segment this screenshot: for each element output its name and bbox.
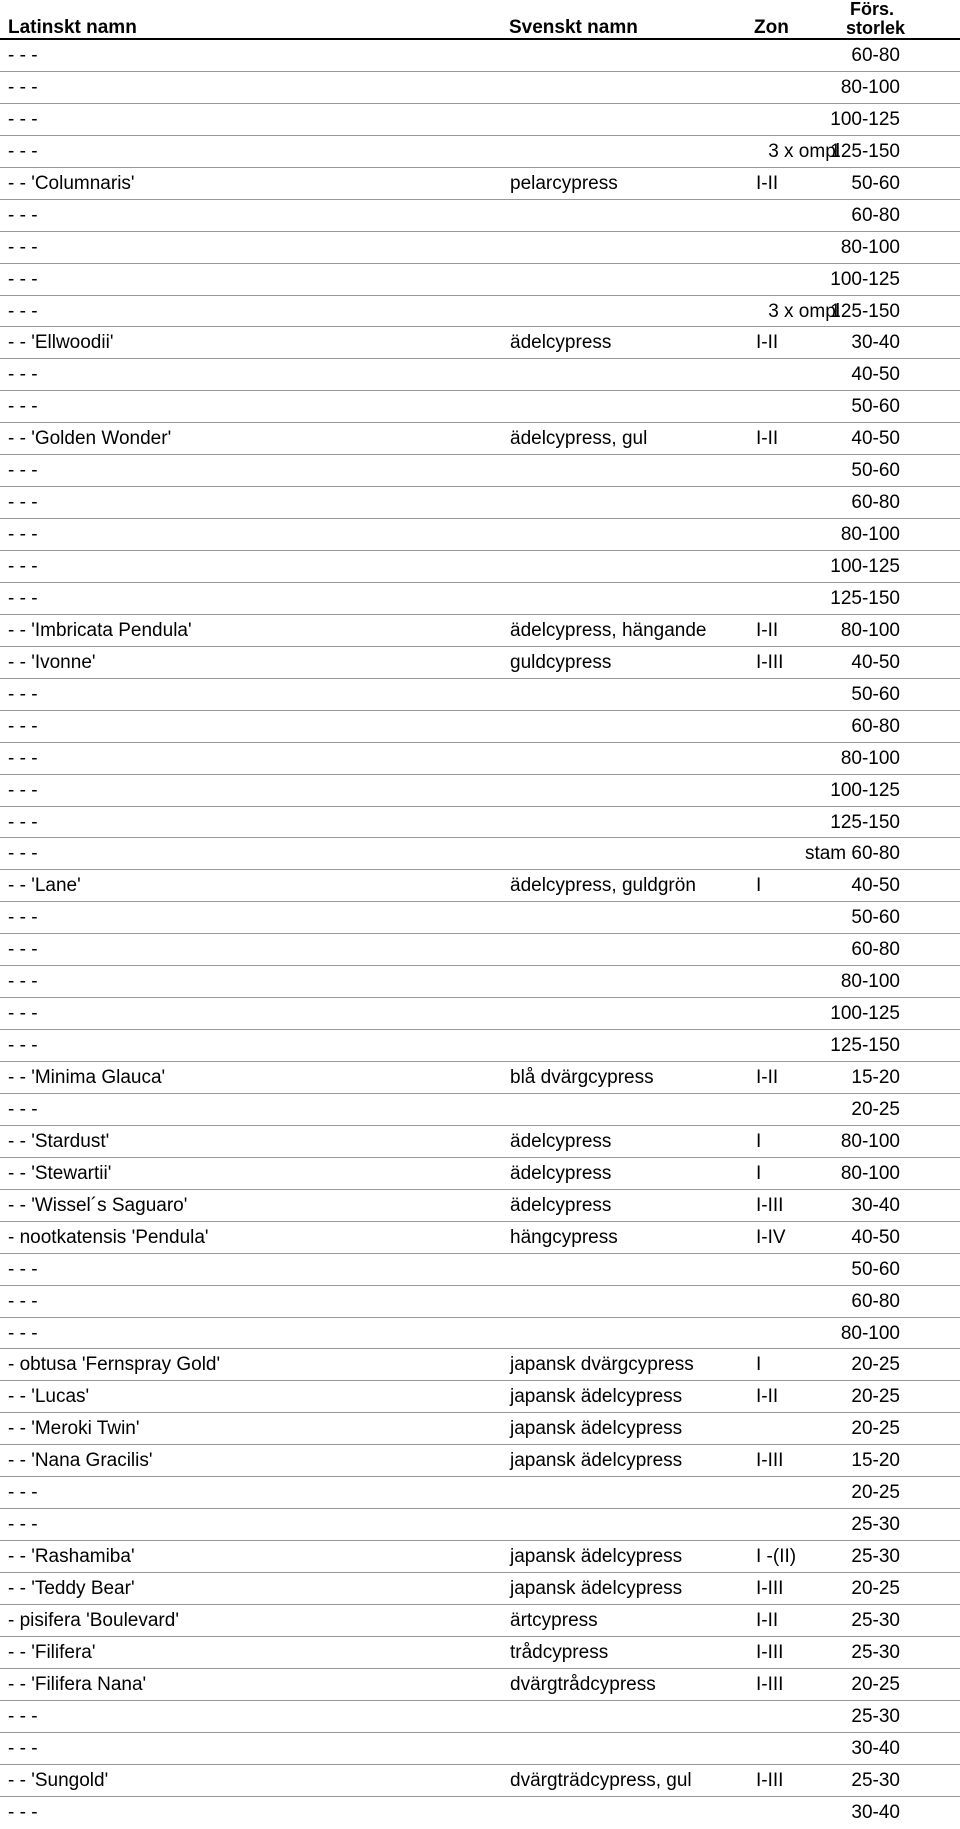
size-cell: 40-50 <box>851 651 900 673</box>
latin-name-cell: - - 'Imbricata Pendula' <box>8 619 192 641</box>
latin-name-cell: - - - <box>8 556 38 577</box>
latin-name-cell: - pisifera 'Boulevard' <box>8 1609 179 1631</box>
table-row <box>0 327 960 359</box>
table-row <box>0 423 960 455</box>
size-cell: 60-80 <box>851 715 900 737</box>
size-cell: 20-25 <box>851 1482 900 1504</box>
latin-name-cell: - - - <box>8 364 38 386</box>
table-row <box>0 1733 960 1765</box>
table-row <box>0 519 960 551</box>
size-cell: 20-25 <box>851 1386 900 1408</box>
table-row <box>0 1126 960 1158</box>
table-row <box>0 487 960 519</box>
swedish-name-cell: trådcypress <box>510 1641 609 1663</box>
size-cell: 50-60 <box>851 396 900 418</box>
size-cell: 100-125 <box>830 556 900 577</box>
zone-cell: I-III <box>756 1641 784 1663</box>
latin-name-cell: - - - <box>8 971 38 993</box>
table-row <box>0 1413 960 1445</box>
swedish-name-cell: ädelcypress <box>510 1194 612 1216</box>
swedish-name-cell: pelarcypress <box>510 172 618 194</box>
size-cell: 25-30 <box>851 1514 900 1536</box>
size-cell: 30-40 <box>851 332 900 354</box>
table-row <box>0 200 960 232</box>
latin-name-cell: - - - <box>8 907 38 929</box>
table-row <box>0 1222 960 1254</box>
latin-name-cell: - - - <box>8 524 38 546</box>
note-cell: 3 x ompl <box>768 300 840 322</box>
table-row <box>0 1062 960 1094</box>
latin-name-cell: - - 'Stewartii' <box>8 1162 112 1184</box>
table-row <box>0 615 960 647</box>
latin-name-cell: - - - <box>8 45 38 66</box>
latin-name-cell: - - 'Golden Wonder' <box>8 428 172 450</box>
latin-name-cell: - - - <box>8 1737 38 1759</box>
latin-name-cell: - - - <box>8 396 38 418</box>
zone-cell: I-II <box>756 1609 779 1631</box>
latin-name-cell: - - 'Lane' <box>8 875 81 897</box>
table-row <box>0 870 960 902</box>
size-cell: 80-100 <box>840 1162 900 1184</box>
latin-name-cell: - - - <box>8 1482 38 1504</box>
size-cell: 80-100 <box>840 747 900 769</box>
header-latin-name: Latinskt namn <box>8 17 137 38</box>
size-cell: 50-60 <box>851 460 900 482</box>
table-row <box>0 966 960 998</box>
table-row <box>0 998 960 1030</box>
latin-name-cell: - - - <box>8 204 38 226</box>
latin-name-cell: - - - <box>8 587 38 609</box>
zone-cell: I-III <box>756 1578 784 1599</box>
size-cell: 20-25 <box>851 1418 900 1440</box>
size-cell: 20-25 <box>851 1578 900 1599</box>
latin-name-cell: - - - <box>8 1003 38 1025</box>
size-cell: 60-80 <box>851 492 900 514</box>
swedish-name-cell: japansk ädelcypress <box>510 1578 683 1599</box>
table-row <box>0 168 960 200</box>
latin-name-cell: - - 'Lucas' <box>8 1386 90 1408</box>
table-row <box>0 1190 960 1222</box>
table-row <box>0 583 960 615</box>
size-cell: 100-125 <box>830 108 900 130</box>
zone-cell: I-III <box>756 1194 784 1216</box>
table-row <box>0 807 960 839</box>
table-row <box>0 711 960 743</box>
latin-name-cell: - - 'Meroki Twin' <box>8 1418 140 1440</box>
size-cell: 25-30 <box>851 1705 900 1727</box>
table-row <box>0 1094 960 1126</box>
zone-cell: I-III <box>756 1769 784 1791</box>
table-row <box>0 1318 960 1350</box>
zone-cell: I-II <box>756 172 779 194</box>
swedish-name-cell: hängcypress <box>510 1226 618 1248</box>
swedish-name-cell: blå dvärgcypress <box>510 1067 654 1088</box>
size-cell: 20-25 <box>851 1673 900 1695</box>
zone-cell: I -(II) <box>756 1546 797 1568</box>
size-cell: 50-60 <box>851 683 900 705</box>
latin-name-cell: - - - <box>8 715 38 737</box>
size-cell: 30-40 <box>851 1194 900 1216</box>
header-size-line1: Förs. <box>849 0 894 19</box>
latin-name-cell: - obtusa 'Fernspray Gold' <box>8 1354 221 1376</box>
size-cell: 40-50 <box>851 428 900 450</box>
size-cell: 15-20 <box>851 1450 900 1472</box>
table-row <box>0 296 960 328</box>
latin-name-cell: - - - <box>8 811 38 833</box>
swedish-name-cell: ärtcypress <box>510 1609 598 1631</box>
latin-name-cell: - - 'Ivonne' <box>8 651 96 673</box>
swedish-name-cell: dvärgtrådcypress <box>510 1673 656 1695</box>
table-row <box>0 934 960 966</box>
table-row <box>0 104 960 136</box>
size-cell: 100-125 <box>830 779 900 801</box>
latin-name-cell: - - - <box>8 76 38 98</box>
latin-name-cell: - - - <box>8 779 38 801</box>
table-row <box>0 1669 960 1701</box>
latin-name-cell: - - 'Stardust' <box>8 1130 110 1152</box>
size-cell: 60-80 <box>851 204 900 226</box>
size-cell: 80-100 <box>840 971 900 993</box>
table-row <box>0 40 960 72</box>
table-row <box>0 1381 960 1413</box>
table-row <box>0 1445 960 1477</box>
swedish-name-cell: guldcypress <box>510 651 612 673</box>
table-row <box>0 1509 960 1541</box>
zone-cell: I-II <box>756 1067 779 1088</box>
table-row <box>0 1797 960 1829</box>
size-cell: 125-150 <box>830 587 900 609</box>
table-row <box>0 679 960 711</box>
swedish-name-cell: japansk ädelcypress <box>510 1418 683 1440</box>
size-cell: 125-150 <box>830 1035 900 1057</box>
table-row <box>0 136 960 168</box>
latin-name-cell: - - 'Sungold' <box>8 1769 109 1791</box>
size-cell: 80-100 <box>840 619 900 641</box>
zone-cell: I <box>756 1162 762 1184</box>
table-row <box>0 359 960 391</box>
latin-name-cell: - - - <box>8 1801 38 1823</box>
table-row <box>0 1765 960 1797</box>
table-row <box>0 902 960 934</box>
latin-name-cell: - - 'Teddy Bear' <box>8 1578 135 1599</box>
table-row <box>0 838 960 870</box>
zone-cell: I-III <box>756 1450 784 1472</box>
size-cell: 80-100 <box>840 1130 900 1152</box>
size-cell: 40-50 <box>851 1226 900 1248</box>
table-row <box>0 1349 960 1381</box>
size-cell: 60-80 <box>851 1290 900 1312</box>
size-cell: 125-150 <box>830 300 900 322</box>
latin-name-cell: - - - <box>8 1705 38 1727</box>
latin-name-cell: - - - <box>8 1098 38 1120</box>
swedish-name-cell: ädelcypress <box>510 332 612 354</box>
swedish-name-cell: ädelcypress, hängande <box>510 619 707 641</box>
zone-cell: I-II <box>756 428 779 450</box>
latin-name-cell: - - 'Nana Gracilis' <box>8 1450 153 1472</box>
table-row <box>0 1573 960 1605</box>
header-swedish-name: Svenskt namn <box>509 17 638 38</box>
size-cell: 100-125 <box>830 268 900 290</box>
size-cell: 80-100 <box>840 236 900 258</box>
latin-name-cell: - - - <box>8 843 38 865</box>
swedish-name-cell: japansk ädelcypress <box>510 1450 683 1472</box>
table-row <box>0 551 960 583</box>
latin-name-cell: - - 'Minima Glauca' <box>8 1067 166 1088</box>
latin-name-cell: - - - <box>8 1514 38 1536</box>
latin-name-cell: - - 'Ellwoodii' <box>8 332 114 354</box>
table-row <box>0 1637 960 1669</box>
table-row <box>0 1158 960 1190</box>
size-cell: stam 60-80 <box>804 843 900 865</box>
table-header <box>0 0 960 40</box>
table-row <box>0 1254 960 1286</box>
size-cell: 20-25 <box>851 1354 900 1376</box>
swedish-name-cell: japansk ädelcypress <box>510 1386 683 1408</box>
latin-name-cell: - - - <box>8 683 38 705</box>
latin-name-cell: - - - <box>8 747 38 769</box>
table-row <box>0 1605 960 1637</box>
size-cell: 80-100 <box>840 1322 900 1344</box>
table-row <box>0 72 960 104</box>
header-size <box>846 0 906 38</box>
zone-cell: I-III <box>756 651 784 673</box>
latin-name-cell: - - 'Filifera Nana' <box>8 1673 147 1695</box>
size-cell: 50-60 <box>851 1258 900 1280</box>
size-cell: 60-80 <box>851 939 900 961</box>
latin-name-cell: - - 'Wissel´s Saguaro' <box>8 1194 188 1216</box>
latin-name-cell: - - - <box>8 1035 38 1057</box>
table-row <box>0 647 960 679</box>
size-cell: 20-25 <box>851 1098 900 1120</box>
latin-name-cell: - - 'Columnaris' <box>8 172 135 194</box>
table-row <box>0 264 960 296</box>
header-zone: Zon <box>754 17 789 38</box>
table-row <box>0 1477 960 1509</box>
size-cell: 40-50 <box>851 875 900 897</box>
table-row <box>0 775 960 807</box>
zone-cell: I-II <box>756 619 779 641</box>
table-row <box>0 455 960 487</box>
size-cell: 50-60 <box>851 907 900 929</box>
latin-name-cell: - - - <box>8 1290 38 1312</box>
latin-name-cell: - - - <box>8 939 38 961</box>
size-cell: 25-30 <box>851 1546 900 1568</box>
latin-name-cell: - nootkatensis 'Pendula' <box>8 1226 209 1248</box>
zone-cell: I-IV <box>756 1226 786 1248</box>
table-row <box>0 232 960 264</box>
size-cell: 15-20 <box>851 1067 900 1088</box>
size-cell: 125-150 <box>830 811 900 833</box>
zone-cell: I <box>756 1354 762 1376</box>
latin-name-cell: - - - <box>8 300 38 322</box>
swedish-name-cell: dvärgträdcypress, gul <box>510 1769 692 1791</box>
zone-cell: I <box>756 875 762 897</box>
zone-cell: I-III <box>756 1673 784 1695</box>
table-row <box>0 743 960 775</box>
table-row <box>0 1030 960 1062</box>
size-cell: 80-100 <box>840 76 900 98</box>
table-body <box>0 40 960 1829</box>
latin-name-cell: - - 'Rashamiba' <box>8 1546 135 1568</box>
size-cell: 125-150 <box>830 140 900 162</box>
latin-name-cell: - - - <box>8 1258 38 1280</box>
swedish-name-cell: ädelcypress <box>510 1162 612 1184</box>
size-cell: 30-40 <box>851 1737 900 1759</box>
swedish-name-cell: ädelcypress <box>510 1130 612 1152</box>
size-cell: 25-30 <box>851 1769 900 1791</box>
latin-name-cell: - - - <box>8 1322 38 1344</box>
size-cell: 80-100 <box>840 524 900 546</box>
header-size-line2: storlek <box>846 18 906 38</box>
size-cell: 50-60 <box>851 172 900 194</box>
table-row <box>0 1286 960 1318</box>
table-row <box>0 1701 960 1733</box>
size-cell: 60-80 <box>851 45 900 66</box>
table-row <box>0 1541 960 1573</box>
zone-cell: I-II <box>756 1386 779 1408</box>
latin-name-cell: - - - <box>8 460 38 482</box>
size-cell: 30-40 <box>851 1801 900 1823</box>
size-cell: 25-30 <box>851 1609 900 1631</box>
latin-name-cell: - - - <box>8 492 38 514</box>
size-cell: 25-30 <box>851 1641 900 1663</box>
swedish-name-cell: ädelcypress, guldgrön <box>510 875 696 897</box>
table-row <box>0 391 960 423</box>
size-cell: 100-125 <box>830 1003 900 1025</box>
note-cell: 3 x ompl <box>768 140 840 162</box>
latin-name-cell: - - - <box>8 268 38 290</box>
latin-name-cell: - - - <box>8 140 38 162</box>
zone-cell: I-II <box>756 332 779 354</box>
swedish-name-cell: japansk ädelcypress <box>510 1546 683 1568</box>
size-cell: 40-50 <box>851 364 900 386</box>
latin-name-cell: - - 'Filifera' <box>8 1641 96 1663</box>
zone-cell: I <box>756 1130 762 1152</box>
swedish-name-cell: ädelcypress, gul <box>510 428 648 450</box>
latin-name-cell: - - - <box>8 236 38 258</box>
latin-name-cell: - - - <box>8 108 38 130</box>
swedish-name-cell: japansk dvärgcypress <box>510 1354 694 1376</box>
